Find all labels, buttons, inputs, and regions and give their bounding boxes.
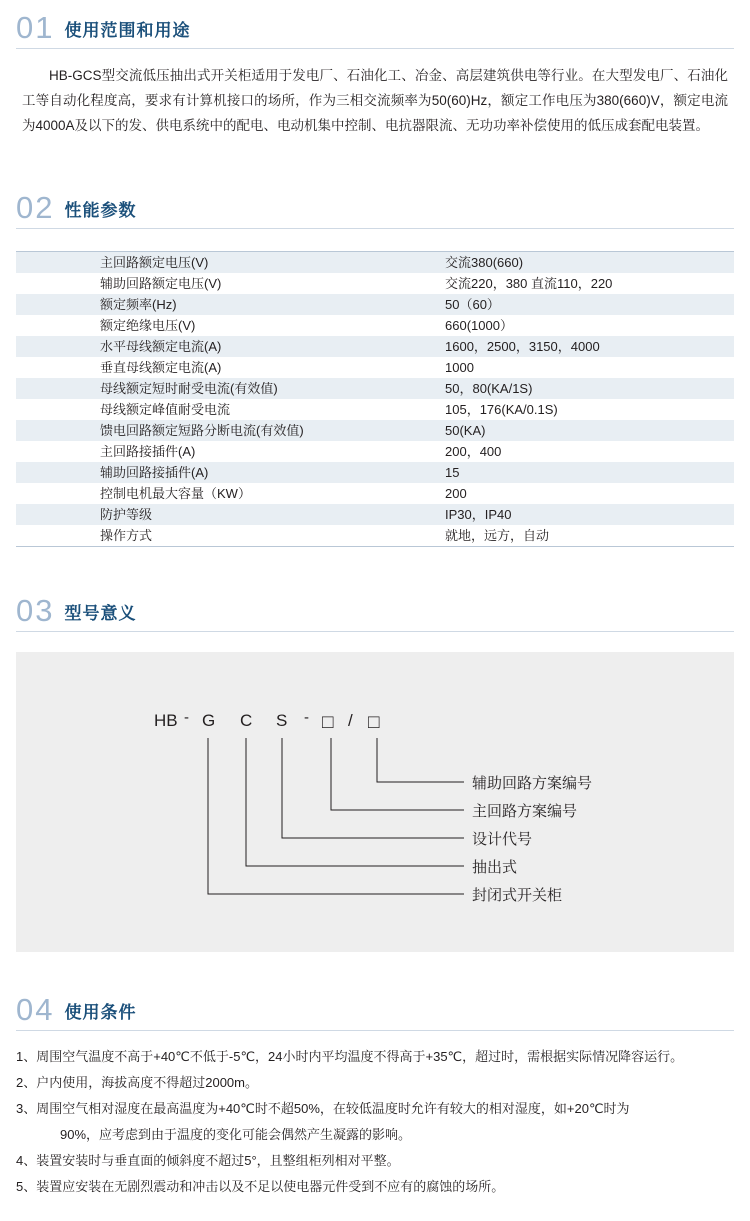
leader-line [246, 738, 464, 866]
section-title: 型号意义 [64, 604, 137, 623]
spec-value: 50(KA) [375, 420, 734, 441]
spec-value: 交流380(660) [375, 252, 734, 274]
table-row [16, 273, 734, 294]
spec-table [16, 251, 734, 547]
spec-value: 50，80(KA/1S) [375, 378, 734, 399]
spec-label: 额定频率(Hz) [16, 294, 375, 315]
section-heading-02 [0, 190, 750, 225]
table-row [16, 378, 734, 399]
section-heading-04 [0, 992, 750, 1027]
leader-line [377, 738, 464, 782]
list-item: 3、周围空气相对湿度在最高温度为+40℃时不超50%，在较低温度时允许有较大的相对湿度，如+20℃时为 [16, 1101, 630, 1116]
spec-label: 母线额定短时耐受电流(有效值) [16, 378, 375, 399]
intro-paragraph: HB-GCS型交流低压抽出式开关柜适用于发电厂、石油化工、冶金、高层建筑供电等行业。在大型发电厂、石油化工等自动化程度高，要求有计算机接口的场所，作为三相交流频率为50(60)Hz，额定工作电压为380(660)V，额定电流为4000A及以下的发、供电系统中的配电、电动机集中控制、电抗器限流、无功功率补偿使用的低压成套配电装置。 [22, 68, 728, 133]
spec-label: 馈电回路额定短路分断电流(有效值) [16, 420, 375, 441]
model-code-part: G [202, 711, 216, 730]
leader-line [331, 738, 464, 810]
section-divider [16, 631, 734, 632]
section-number: 04 [16, 992, 55, 1027]
spec-value: 1600，2500，3150，4000 [375, 336, 734, 357]
table-row [16, 420, 734, 441]
spec-value: 15 [375, 462, 734, 483]
leader-line [282, 738, 464, 838]
table-row [16, 525, 734, 547]
spec-label: 操作方式 [16, 525, 375, 547]
model-code-part: C [240, 711, 253, 730]
list-item: 2、户内使用，海拔高度不得超过2000m。 [16, 1075, 258, 1090]
model-legend-label: 主回路方案编号 [472, 803, 578, 820]
spec-label: 防护等级 [16, 504, 375, 525]
table-row [16, 462, 734, 483]
list-item: 4、装置安装时与垂直面的倾斜度不超过5°，且整组柜列相对平整。 [16, 1153, 400, 1168]
section-title: 使用范围和用途 [64, 21, 191, 40]
spec-value: IP30，IP40 [375, 504, 734, 525]
document-page [0, 10, 750, 1221]
table-row [16, 399, 734, 420]
section-number: 02 [16, 190, 55, 225]
model-legend-label: 辅助回路方案编号 [472, 775, 593, 792]
section-title: 使用条件 [64, 1003, 137, 1022]
spec-label: 辅助回路额定电压(V) [16, 273, 375, 294]
spec-value: 660(1000） [375, 315, 734, 336]
section-divider [16, 1030, 734, 1031]
model-code-part: - [184, 709, 189, 726]
spec-value: 就地，远方，自动 [375, 525, 734, 547]
spec-label: 主回路额定电压(V) [16, 252, 375, 274]
spec-label: 控制电机最大容量（KW） [16, 483, 375, 504]
model-code-part: / [348, 711, 353, 730]
model-legend-label: 抽出式 [472, 859, 518, 876]
table-row [16, 252, 734, 274]
table-row [16, 504, 734, 525]
model-designation-diagram [16, 652, 734, 952]
section-divider [16, 48, 734, 49]
list-item: 5、装置应安装在无剧烈震动和冲击以及不足以使电器元件受到不应有的腐蚀的场所。 [16, 1179, 505, 1194]
spec-table-wrapper [16, 251, 734, 547]
section-heading-01 [0, 10, 750, 45]
model-code-part: - [304, 709, 309, 726]
model-legend-label: 封闭式开关柜 [472, 887, 563, 904]
table-row [16, 336, 734, 357]
spec-label: 母线额定峰值耐受电流 [16, 399, 375, 420]
section-number: 01 [16, 10, 55, 45]
spec-value: 50（60） [375, 294, 734, 315]
section-divider [16, 228, 734, 229]
section-number: 03 [16, 593, 55, 628]
spec-value: 1000 [375, 357, 734, 378]
section-heading-03 [0, 593, 750, 628]
model-code-part: S [276, 711, 288, 730]
spec-label: 水平母线额定电流(A) [16, 336, 375, 357]
spec-label: 主回路接插件(A) [16, 441, 375, 462]
spec-value: 交流220，380 直流110，220 [375, 273, 734, 294]
table-row [16, 294, 734, 315]
conditions-list [16, 1045, 734, 1199]
list-item-continuation: 90%，应考虑到由于温度的变化可能会偶然产生凝露的影响。 [60, 1127, 412, 1142]
spec-label: 辅助回路接插件(A) [16, 462, 375, 483]
section-title: 性能参数 [64, 201, 137, 220]
list-item: 1、周围空气温度不高于+40℃不低于-5℃，24小时内平均温度不得高于+35℃，超过时，需根据实际情况降容运行。 [16, 1049, 684, 1064]
model-legend-label: 设计代号 [472, 831, 533, 848]
table-row [16, 357, 734, 378]
table-row [16, 315, 734, 336]
spec-label: 额定绝缘电压(V) [16, 315, 375, 336]
spec-value: 200，400 [375, 441, 734, 462]
model-code-box: □ [368, 712, 380, 733]
table-row [16, 483, 734, 504]
model-code-part: HB [154, 711, 178, 730]
table-row [16, 441, 734, 462]
spec-value: 200 [375, 483, 734, 504]
spec-label: 垂直母线额定电流(A) [16, 357, 375, 378]
spec-value: 105，176(KA/0.1S) [375, 399, 734, 420]
model-code-box: □ [322, 712, 334, 733]
